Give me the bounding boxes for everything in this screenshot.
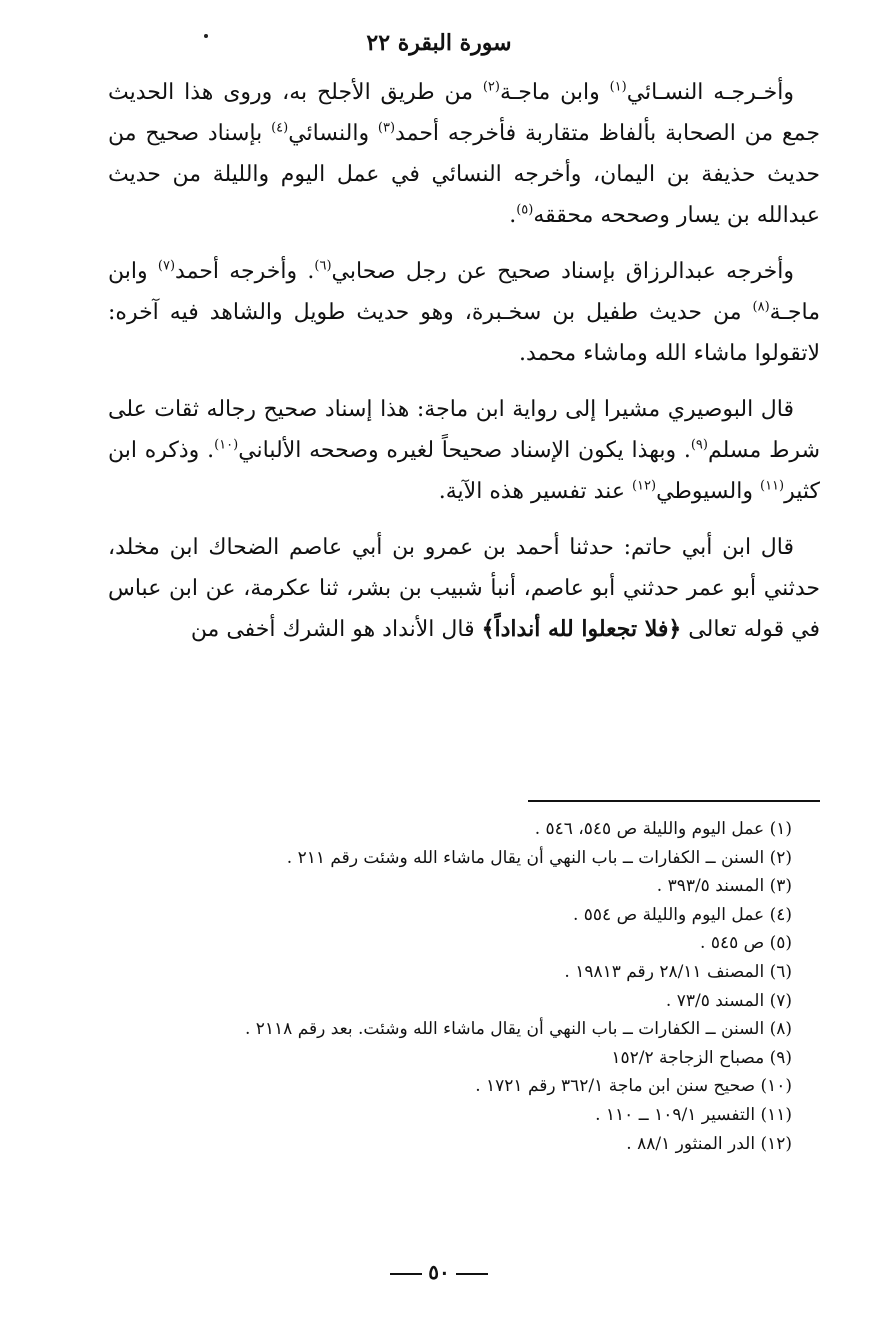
text-run: وابن ماجـة	[108, 259, 820, 325]
footnote-item: (١١) التفسير ١٠٩/١ ــ ١١٠ .	[595, 1104, 792, 1125]
text-run: قال الأنداد هو الشرك أخفى من	[190, 617, 482, 642]
footnote-ref: (٥)	[516, 202, 534, 218]
header-dot	[204, 34, 208, 38]
page-number-dash-right	[456, 1273, 488, 1275]
footnote-ref: (١٠)	[214, 437, 239, 453]
footnote-ref: (١)	[609, 79, 627, 95]
quran-quote: ﴿فلا تجعلوا لله أنداداً﴾	[481, 616, 682, 642]
paragraph	[108, 72, 820, 236]
text-run: والسيوطي	[656, 479, 760, 504]
text-run: من حديث طفيل بن سخـبرة، وهو حديث طويل والشاهد فيه آخره: لاتقولوا ماشاء الله وماشاء محمد.	[108, 300, 820, 366]
footnote-ref: (٣)	[377, 120, 396, 136]
footnote-item: (٢) السنن ــ الكفارات ــ باب النهي أن يقال ماشاء الله وشئت رقم ٢١١ .	[286, 847, 792, 868]
footnote-item: (٨) السنن ــ الكفارات ــ باب النهي أن يقال ماشاء الله وشئت. بعد رقم ٢١١٨ .	[244, 1019, 792, 1040]
paragraph	[108, 389, 820, 512]
text-run: . وبهذا يكون الإسناد صحيحاً لغيره وصححه الألباني	[238, 438, 691, 463]
footnote-item: (١) عمل اليوم والليلة ص ٥٤٥، ٥٤٦ .	[534, 819, 792, 839]
footnote-item: (٩) مصباح الزجاجة ١٥٢/٢	[611, 1047, 792, 1068]
footnote-item: (٤) عمل اليوم والليلة ص ٥٥٤ .	[572, 904, 792, 925]
text-run: وأخـرجـه النسـائي	[626, 80, 794, 105]
footnote-item: (٣) المسند ٣٩٣/٥ .	[656, 876, 792, 897]
footnote-ref: (٤)	[271, 120, 289, 136]
page-header: سورة البقرة ٢٢	[366, 30, 512, 56]
text-run: والنسائي	[288, 121, 378, 146]
text-run: وأخرجه عبدالرزاق بإسناد صحيح عن رجل صحابي	[331, 259, 794, 284]
page-number-value: ٥٠	[428, 1260, 450, 1284]
paragraph	[108, 251, 820, 374]
footnote-item: (١٠) صحيح سنن ابن ماجة ٣٦٢/١ رقم ١٧٢١ .	[475, 1076, 792, 1097]
footnote-item: (١٢) الدر المنثور ٨٨/١ .	[626, 1133, 792, 1154]
footnote-ref: (١٢)	[631, 478, 657, 494]
page-number-dash-left	[390, 1273, 422, 1275]
footnote-item: (٥) ص ٥٤٥ .	[700, 933, 792, 954]
text-run: بإسناد صحيح من حديث حذيفة بن اليمان، وأخرجه النسائي في عمل اليوم والليلة من حديث عبدالله بن يسار وصححه محققه	[108, 121, 820, 228]
main-text	[108, 72, 820, 650]
footnotes-list	[190, 815, 792, 1158]
footnote-separator	[528, 800, 820, 802]
text-run: .	[509, 203, 517, 228]
footnote-ref: (٢)	[482, 79, 500, 95]
paragraph	[108, 527, 820, 650]
footnote-ref: (٨)	[752, 299, 770, 315]
text-run: . وأخرجه أحمد	[175, 259, 315, 284]
text-run: من طريق الأجلح به، وروى هذا الحديث جمع من الصحابة بألفاظ متقاربة فأخرجه أحمد	[108, 80, 820, 146]
footnote-item: (٧) المسند ٧٣/٥ .	[665, 990, 792, 1011]
text-run: وابن ماجـة	[499, 80, 610, 105]
footnote-item: (٦) المصنف ٢٨/١١ رقم ١٩٨١٣ .	[564, 961, 792, 982]
text-run: . وذكره ابن كثير	[108, 438, 820, 504]
text-run: قال البوصيري مشيرا إلى رواية ابن ماجة: هذا إسناد صحيح رجاله ثقات على شرط مسلم	[108, 397, 821, 463]
footnote-ref: (٩)	[690, 437, 708, 453]
footnote-ref: (٦)	[314, 258, 332, 274]
footnote-ref: (١١)	[759, 478, 785, 494]
page-number	[0, 1260, 878, 1284]
text-run: عند تفسير هذه الآية.	[438, 479, 632, 504]
text-run: قال ابن أبي حاتم: حدثنا أحمد بن عمرو بن أبي عاصم الضحاك ابن مخلد، حدثني أبو عمر حدثني أبو عاصم، أنبأ شبيب بن بشر، ثنا عكرمة، عن ابن عباس في قوله تعالى	[108, 535, 820, 642]
footnote-ref: (٧)	[157, 258, 176, 274]
